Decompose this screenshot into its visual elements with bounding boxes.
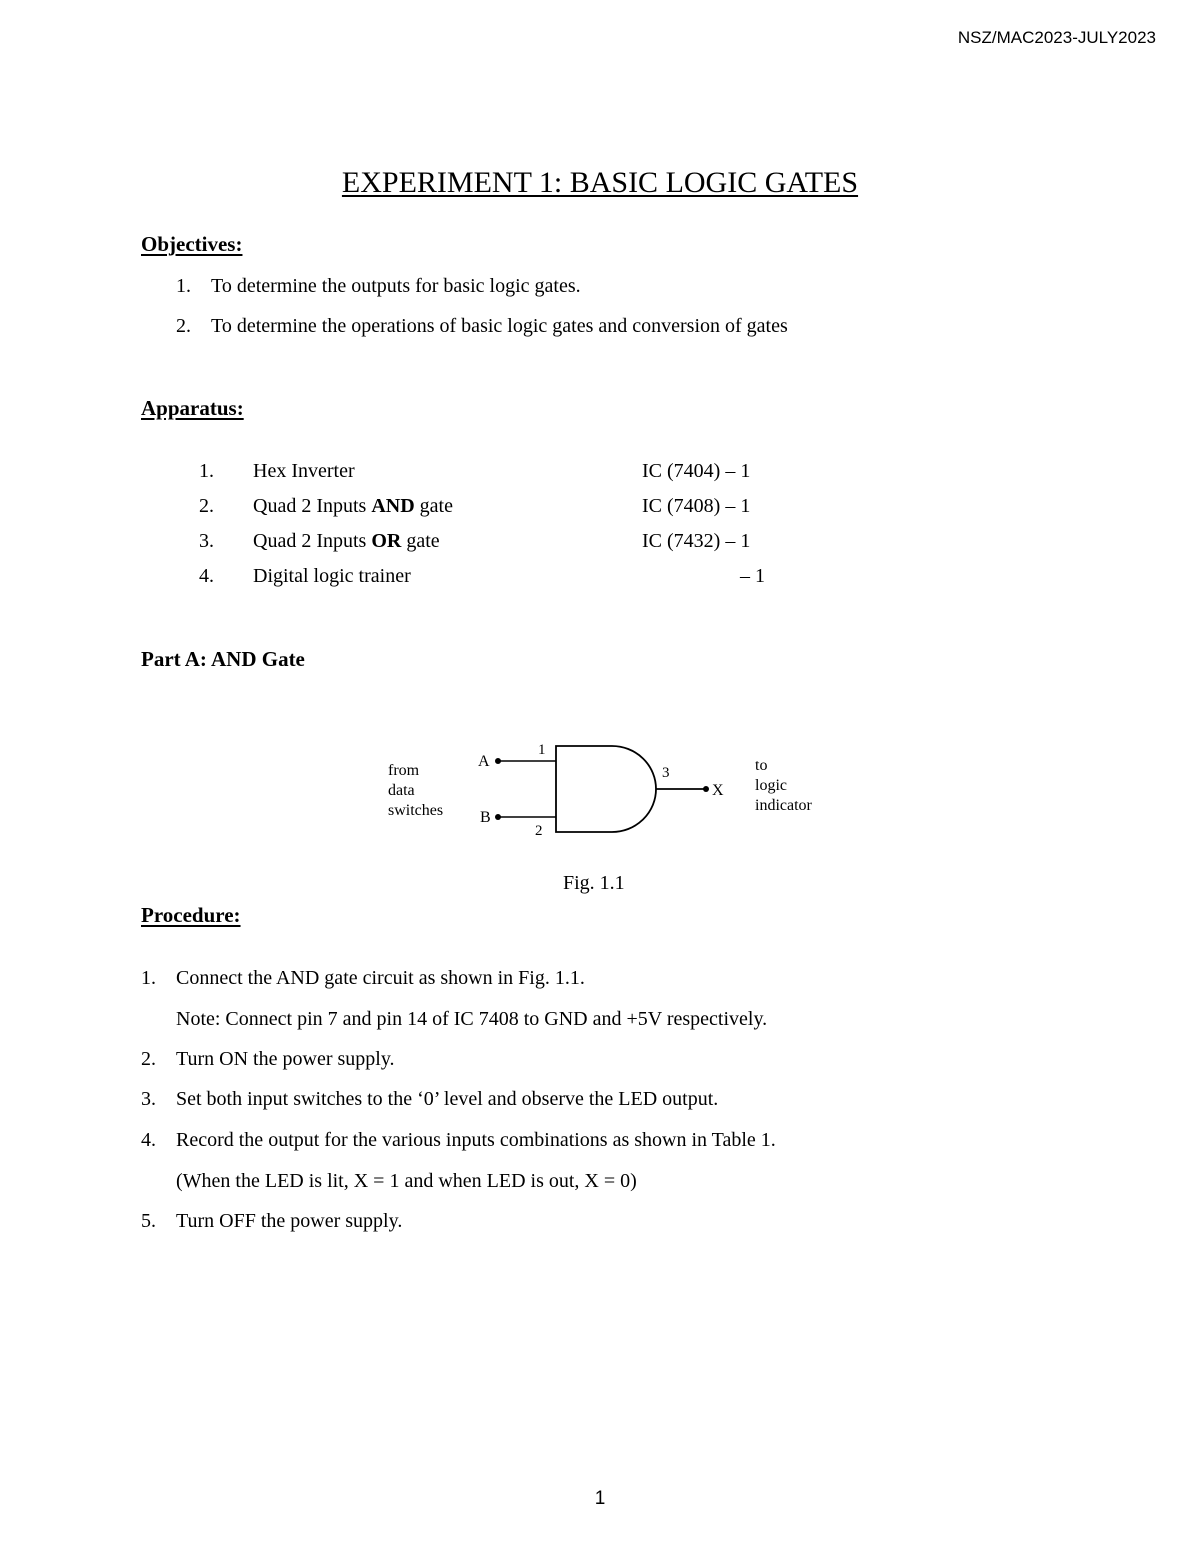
figure-right-label-line-1: to	[755, 757, 768, 774]
apparatus-item-1-spec: IC (7404) – 1	[642, 460, 751, 482]
pin-3-label: 3	[662, 765, 670, 781]
procedure-item-3-number: 3.	[141, 1088, 156, 1110]
output-terminal	[703, 786, 709, 792]
procedure-item-5-number: 5.	[141, 1210, 156, 1232]
input-a-label: A	[478, 753, 490, 770]
procedure-item-1-note: Note: Connect pin 7 and pin 14 of IC 7408 to GND and +5V respectively.	[176, 1008, 768, 1030]
figure-left-label-line-3: switches	[388, 802, 444, 819]
procedure-item-4-number: 4.	[141, 1129, 156, 1151]
objective-item-2-number: 2.	[176, 315, 191, 337]
page-number: 1	[594, 1488, 606, 1509]
apparatus-item-1-name: Hex Inverter	[253, 460, 355, 482]
objective-item-2-text: To determine the operations of basic logic gates and conversion of gates	[211, 315, 788, 337]
procedure-item-2-text: Turn ON the power supply.	[176, 1048, 395, 1070]
procedure-item-3-text: Set both input switches to the ‘0’ level and observe the LED output.	[176, 1088, 719, 1110]
output-x-label: X	[712, 782, 724, 799]
procedure-item-5-text: Turn OFF the power supply.	[176, 1210, 403, 1232]
apparatus-item-4-name: Digital logic trainer	[253, 565, 411, 587]
figure-left-label-line-1: from	[388, 762, 420, 779]
apparatus-item-2-number: 2.	[199, 495, 214, 517]
apparatus-item-3-number: 3.	[199, 530, 214, 552]
apparatus-item-1-number: 1.	[199, 460, 214, 482]
pin-1-label: 1	[538, 742, 546, 758]
apparatus-item-3-spec: IC (7432) – 1	[642, 530, 751, 552]
input-b-label: B	[480, 809, 491, 826]
apparatus-item-2-spec: IC (7408) – 1	[642, 495, 751, 517]
apparatus-item-4-spec: – 1	[740, 565, 765, 587]
procedure-item-4-note: (When the LED is lit, X = 1 and when LED is out, X = 0)	[176, 1170, 637, 1192]
procedure-heading: Procedure:	[141, 903, 241, 927]
apparatus-item-2-name: Quad 2 Inputs AND gate	[253, 495, 453, 517]
header-code: NSZ/MAC2023-JULY2023	[957, 28, 1156, 47]
apparatus-item-3-name: Quad 2 Inputs OR gate	[253, 530, 440, 552]
part-a-heading: Part A: AND Gate	[141, 647, 305, 671]
figure-left-label-line-2: data	[388, 782, 415, 799]
objective-item-1-text: To determine the outputs for basic logic gates.	[211, 275, 581, 297]
page-title: EXPERIMENT 1: BASIC LOGIC GATES	[341, 166, 859, 199]
procedure-item-2-number: 2.	[141, 1048, 156, 1070]
procedure-item-1-text: Connect the AND gate circuit as shown in Fig. 1.1.	[176, 967, 585, 989]
figure-caption: Fig. 1.1	[563, 872, 625, 894]
apparatus-heading: Apparatus:	[141, 396, 244, 420]
objective-item-1-number: 1.	[176, 275, 191, 297]
pin-2-label: 2	[535, 823, 543, 839]
procedure-item-4-text: Record the output for the various inputs combinations as shown in Table 1.	[176, 1129, 776, 1151]
and-gate-symbol	[556, 746, 656, 832]
figure-right-label-line-2: logic	[755, 777, 787, 794]
figure-right-label-line-3: indicator	[755, 797, 812, 814]
apparatus-item-4-number: 4.	[199, 565, 214, 587]
objectives-heading: Objectives:	[141, 232, 243, 256]
procedure-item-1-number: 1.	[141, 967, 156, 989]
